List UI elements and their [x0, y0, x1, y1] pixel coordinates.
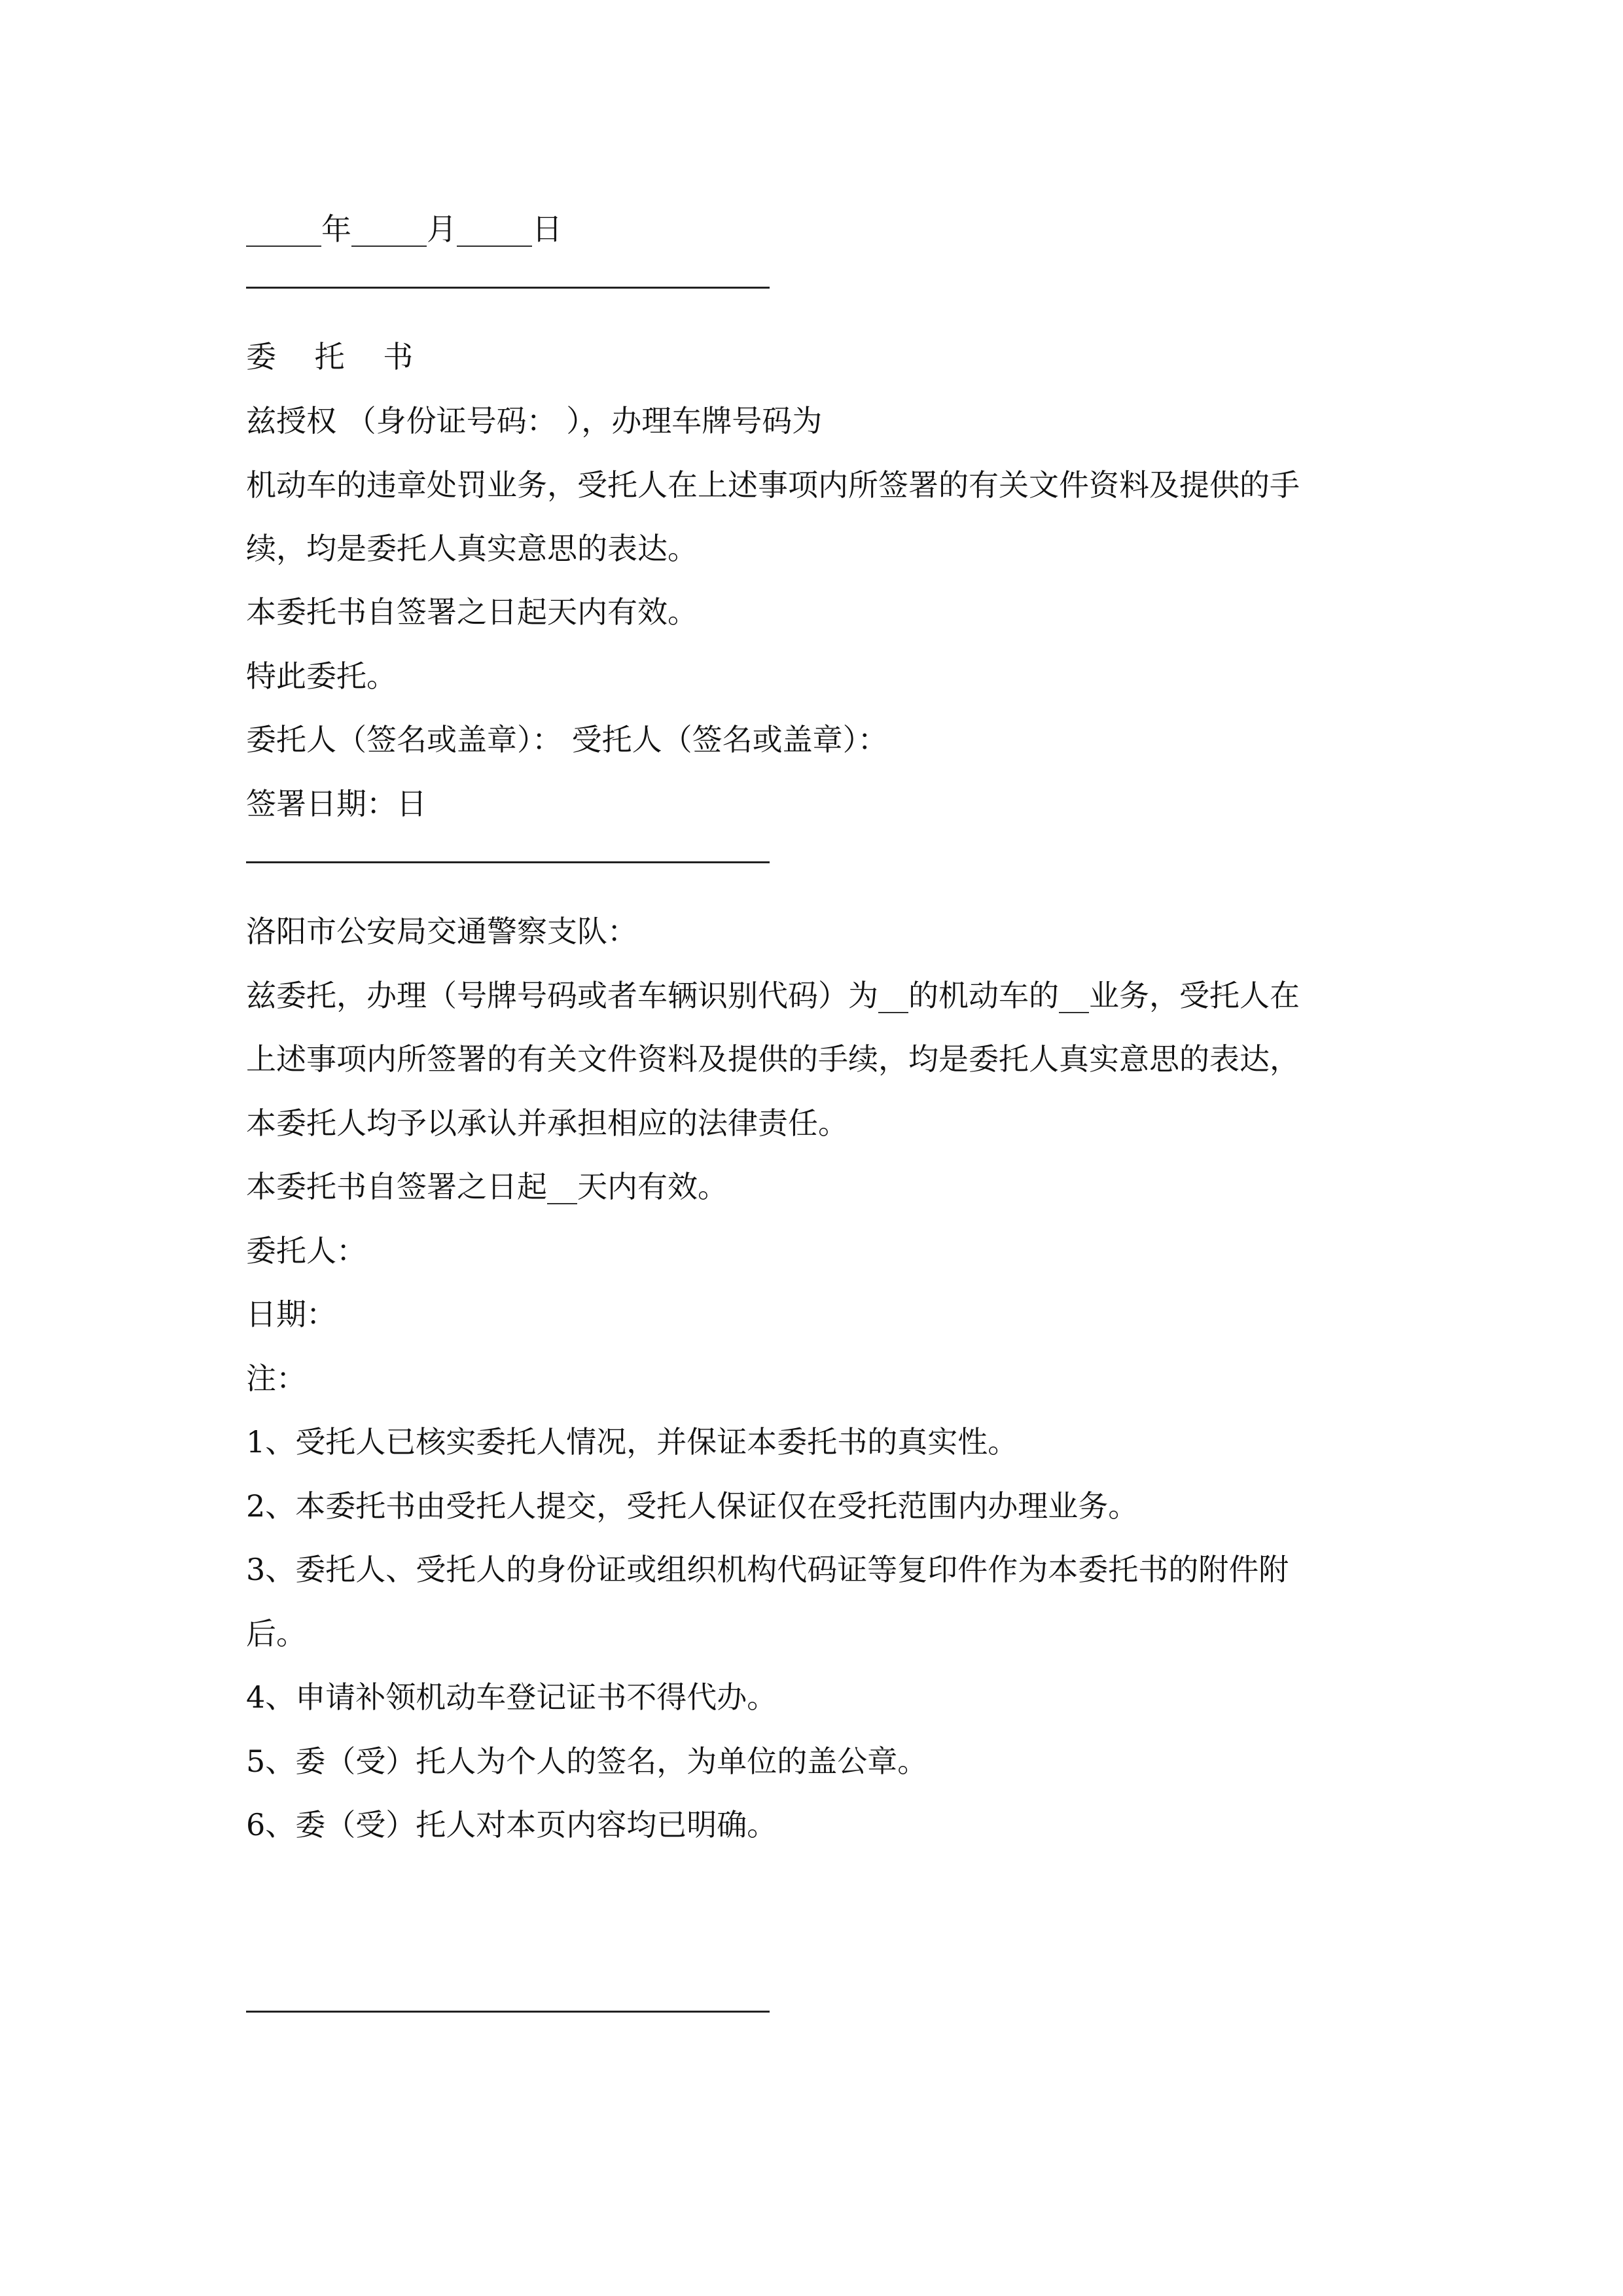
note-item: 后。 [246, 1616, 306, 1651]
authorization-paragraph-line: 机动车的违章处罚业务，受托人在上述事项内所签署的有关文件资料及提供的手 [246, 467, 1300, 503]
sign-date-line: 签署日期：日 [246, 786, 427, 821]
note-item: 5、委（受）托人为个人的签名，为单位的盖公章。 [246, 1744, 928, 1779]
addressee: 洛阳市公安局交通警察支队： [246, 914, 637, 949]
separator-rule [246, 2011, 770, 2013]
authorization-paragraph-line: 续，均是委托人真实意思的表达。 [246, 531, 698, 566]
note-item: 2、本委托书由受托人提交，受托人保证仅在受托范围内办理业务。 [246, 1488, 1139, 1524]
separator-rule [246, 861, 770, 863]
note-item: 3、委托人、受托人的身份证或组织机构代码证等复印件作为本委托书的附件附 [246, 1552, 1289, 1587]
separator-rule [246, 287, 770, 289]
entrustment-paragraph-line: 兹委托，办理（号牌号码或者车辆识别代码）为__的机动车的__业务，受托人在 [246, 978, 1300, 1013]
note-item: 6、委（受）托人对本页内容均已明确。 [246, 1807, 777, 1842]
closing-statement: 特此委托。 [246, 658, 397, 694]
principal-line: 委托人： [246, 1233, 366, 1268]
document-title: 委 托 书 [246, 339, 428, 374]
entrustment-paragraph-line: 本委托人均予以承认并承担相应的法律责任。 [246, 1105, 848, 1141]
validity-statement: 本委托书自签署之日起__天内有效。 [246, 1169, 728, 1204]
note-item: 1、受托人已核实委托人情况，并保证本委托书的真实性。 [246, 1424, 1018, 1460]
authorization-paragraph-line: 兹授权 （身份证号码： ），办理车牌号码为 [246, 403, 823, 439]
entrustment-paragraph-line: 上述事项内所签署的有关文件资料及提供的手续，均是委托人真实意思的表达， [246, 1041, 1300, 1077]
date-field-line: 日期： [246, 1297, 336, 1332]
note-item: 4、申请补领机动车登记证书不得代办。 [246, 1679, 777, 1715]
date-line: _____年_____月_____日 [246, 211, 562, 247]
notes-label: 注： [246, 1361, 306, 1396]
validity-statement: 本委托书自签署之日起天内有效。 [246, 594, 698, 630]
signature-line: 委托人（签名或盖章）： 受托人（签名或盖章）： [246, 722, 888, 757]
